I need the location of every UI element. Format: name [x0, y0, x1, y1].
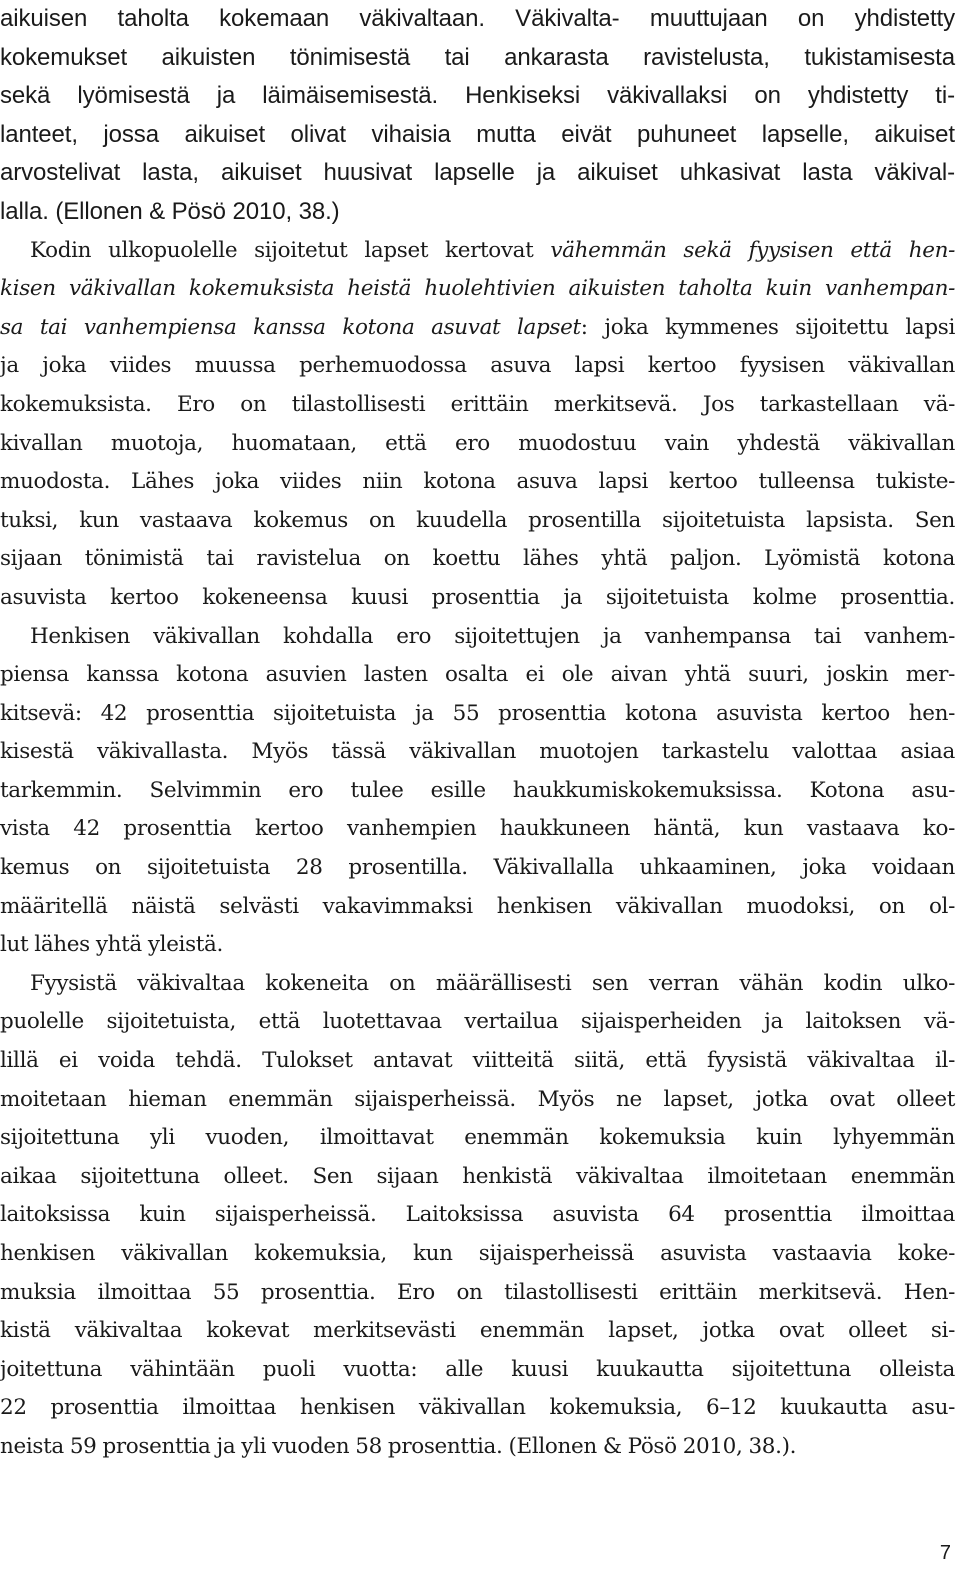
text-line: sijoitettuna yli vuoden, ilmoittavat enemmän kokemuksia kuin lyhyemmän	[0, 1125, 955, 1151]
text-line: kemus on sijoitetuista 28 prosentilla. Väkivallalla uhkaaminen, joka voidaan	[0, 855, 955, 881]
text-line: tuksi, kun vastaava kokemus on kuudella prosentilla sijoitetuista lapsista. Sen	[0, 507, 955, 533]
text-line: kistä väkivaltaa kokevat merkitsevästi enemmän lapset, jotka ovat olleet si-	[0, 1318, 955, 1344]
text-line: kokemuksista. Ero on tilastollisesti erittäin merkitsevä. Jos tarkastellaan vä-	[0, 391, 955, 417]
text-line: kitsevä: 42 prosenttia sijoitetuista ja 55 prosenttia kotona asuvista kertoo hen-	[0, 700, 955, 726]
text-line: kisestä väkivallasta. Myös tässä väkivallan muotojen tarkastelu valottaa asiaa	[0, 739, 955, 765]
text-line: kisen väkivallan kokemuksista heistä huolehtivien aikuisten taholta kuin vanhempan-	[0, 276, 955, 302]
page-number: 7	[939, 1542, 951, 1564]
text-line: henkisen väkivallan kokemuksia, kun sijaisperheissä asuvista vastaavia koke-	[0, 1241, 955, 1266]
text-line: kokemukset aikuisten tönimisestä tai ankarasta ravistelusta, tukistamisesta	[0, 43, 955, 71]
text-line: vista 42 prosenttia kertoo vanhempien haukkuneen häntä, kun vastaava ko-	[0, 816, 955, 842]
text-line: määritellä näistä selvästi vakavimmaksi henkisen väkivallan muodoksi, on ol-	[0, 893, 955, 919]
text-line: neista 59 prosenttia ja yli vuoden 58 prosenttia. (Ellonen & Pösö 2010, 38.).	[0, 1433, 797, 1459]
text-line: arvostelivat lasta, aikuiset huusivat lapselle ja aikuiset uhkasivat lasta väkival-	[0, 159, 955, 187]
italic-text-segment: vähemmän sekä fyysisen että hen-	[550, 237, 956, 263]
text-line: muksia ilmoittaa 55 prosenttia. Ero on tilastollisesti erittäin merkitsevä. Hen-	[0, 1279, 955, 1305]
text-line: ja joka viides muussa perhemuodossa asuva lapsi kertoo fyysisen väkivallan	[0, 353, 955, 379]
text-line: sijaan tönimistä tai ravistelua on koettu lähes yhtä paljon. Lyömistä kotona	[0, 546, 955, 572]
text-line: sekä lyömisestä ja läimäisemisestä. Henkiseksi väkivallaksi on yhdistetty ti-	[0, 82, 955, 110]
text-line: Henkisen väkivallan kohdalla ero sijoitettujen ja vanhempansa tai vanhem-	[30, 623, 955, 649]
text-line: lillä ei voida tehdä. Tulokset antavat viitteitä siitä, että fyysistä väkivaltaa il-	[0, 1048, 955, 1074]
text-line: lut lähes yhtä yleistä.	[0, 932, 224, 958]
text-line: Fyysistä väkivaltaa kokeneita on määrällisesti sen verran vähän kodin ulko-	[30, 970, 955, 996]
text-line: muodosta. Lähes joka viides niin kotona asuva lapsi kertoo tulleensa tukiste-	[0, 469, 955, 495]
text-line: joitettuna vähintään puoli vuotta: alle kuusi kuukautta sijoitettuna olleista	[0, 1356, 955, 1382]
text-line: lalla. (Ellonen & Pösö 2010, 38.)	[0, 197, 340, 225]
text-line: 22 prosenttia ilmoittaa henkisen väkivallan kokemuksia, 6–12 kuukautta asu-	[0, 1395, 955, 1421]
text-line: moitetaan hieman enemmän sijaisperheissä. Myös ne lapset, jotka ovat olleet	[0, 1086, 955, 1112]
text-line: lanteet, jossa aikuiset olivat vihaisia mutta eivät puhuneet lapselle, aikuiset	[0, 120, 955, 148]
text-line: asuvista kertoo kokeneensa kuusi prosenttia ja sijoitetuista kolme prosenttia.	[0, 584, 955, 610]
text-line	[0, 232, 955, 271]
text-line: laitoksissa kuin sijaisperheissä. Laitoksissa asuvista 64 prosenttia ilmoittaa	[0, 1202, 955, 1228]
text-line	[0, 309, 955, 348]
text-line: aikaa sijoitettuna olleet. Sen sijaan henkistä väkivaltaa ilmoitetaan enemmän	[0, 1163, 955, 1189]
italic-text-segment: sa tai vanhempiensa kanssa kotona asuvat lapset	[0, 314, 581, 340]
text-segment: Kodin ulkopuolelle sijoitetut lapset kertovat	[30, 237, 551, 263]
text-line: kivallan muotoja, huomataan, että ero muodostuu vain yhdestä väkivallan	[0, 430, 955, 456]
text-line: aikuisen taholta kokemaan väkivaltaan. Väkivalta- muuttujaan on yhdistetty	[0, 5, 955, 32]
text-line: piensa kanssa kotona asuvien lasten osalta ei ole aivan yhtä suuri, joskin mer-	[0, 662, 955, 688]
text-line: tarkemmin. Selvimmin ero tulee esille haukkumiskokemuksissa. Kotona asu-	[0, 777, 955, 803]
text-segment: : joka kymmenes sijoitettu lapsi	[580, 314, 956, 340]
text-line: puolelle sijoitetuista, että luotettavaa vertailua sijaisperheiden ja laitoksen vä-	[0, 1009, 955, 1035]
